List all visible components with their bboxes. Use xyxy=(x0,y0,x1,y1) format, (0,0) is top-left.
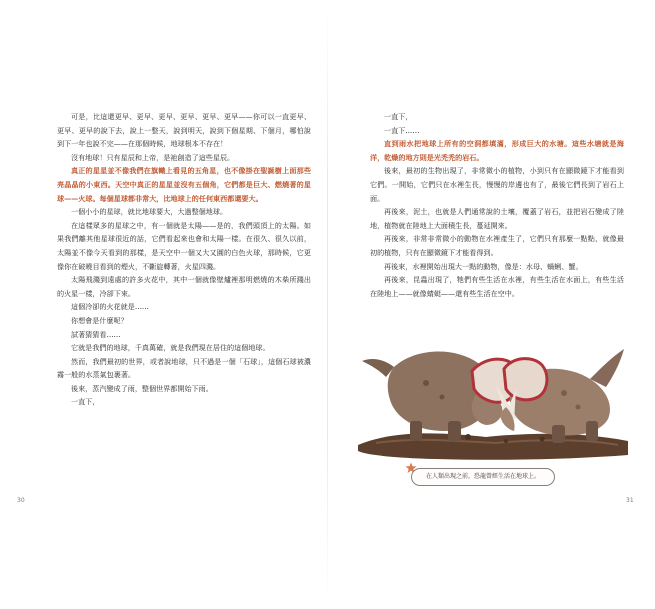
right-paragraph: 再後來，水裡開始出現大一點的動物，像是：水母、蝸蜊、蟹。 xyxy=(384,261,583,271)
left-paragraph: 在這樣眾多的星球之中，有一個就是太陽——是的，我們頭頂上的太陽。如果我們離其他星球很近的話，它們看起來也會和太陽一樣。在很久、很久以前，太陽並不像今天看到的那樣，是天空中一個又大又圓的白色火球，那時候，它更像你在破曉目看到的煙火，不斷旋轉著，火星四濺。 xyxy=(57,220,311,271)
left-paragraph: 可是，比這還更早、更早、更早、更早、更早、更早——你可以一直更早、更早、更早的說下去，說上一整天，說到明天，說到下個星期、下個月，哪怕說到下一年也說不完——在那個時候，地球根本不存在！ xyxy=(57,112,311,149)
gutter-divider xyxy=(327,0,328,609)
left-paragraph: 太陽飛濺到遠處的許多火花中，其中一個就像壁爐裡那明燃燒的木柴所濺出的火星一樣，冷卻下來。 xyxy=(57,275,311,298)
right-highlight-paragraph: 直到雨水把地球上所有的空洞都填滿，形成巨大的水塘。這些水塘就是海洋，乾燥的地方則是光禿禿的岩石。 xyxy=(370,139,624,162)
page-number-right: 31 xyxy=(626,497,634,504)
left-page-body xyxy=(57,110,311,409)
left-paragraph: 後來，蒸汽變成了雨，整個世界都開始下雨。 xyxy=(71,383,213,393)
right-paragraph: 再後來，非常非常微小的動物在水裡產生了，它們只有那麼一點點，就像最初的植物，只有在顯微鏡下才能看得到。 xyxy=(370,234,624,257)
left-paragraph: 試著猜猜看…… xyxy=(71,329,121,339)
left-paragraph: 一直下， xyxy=(71,397,100,407)
left-paragraph: 它就是我們的地球，千真萬確，就是我們現在居住的這個地球。 xyxy=(71,343,270,353)
left-highlight-paragraph: 真正的星星並不像我們在旗幟上看見的五角星，也不像掛在聖誕樹上面那些亮晶晶的小東西。天空中真正的星星並沒有五個角，它們都是巨大、燃燒著的星球——火球。每個星球都非常大，比地球上的任何東西都還要大。 xyxy=(57,166,311,203)
right-paragraph: 再後來，昆蟲出現了，牠們有些生活在水裡，有些生活在水面上，有些生活在陸地上——就像蜻蜓——還有些生活在空中。 xyxy=(370,275,624,298)
left-paragraph: 這個冷卻的火花就是…… xyxy=(71,302,150,312)
left-paragraph: 一個小小的星球，就比地球要大，大過整個地球。 xyxy=(71,207,228,217)
right-paragraph: 一直下， xyxy=(384,112,413,121)
page-number-left: 30 xyxy=(17,497,25,504)
right-page-body xyxy=(370,110,624,300)
right-paragraph: 後來，最初的生物出現了，非常微小的植物，小到只有在顯微鏡下才能看到它們。一開始，它們只在水裡生長，慢慢的岸邊也有了，最後它們長到了岩石上面。 xyxy=(370,166,624,203)
image-caption-box xyxy=(411,468,555,486)
left-paragraph: 沒有地球！只有星辰和上帝，是祂創造了這些星辰。 xyxy=(71,152,235,162)
dinosaur-illustration xyxy=(356,333,630,461)
right-paragraph: 再後來，泥土，也就是人們通常說的土壤，覆蓋了岩石，並把岩石變成了陸地，植物就在陸地上大面積生長，蔓延開來。 xyxy=(370,207,624,230)
left-paragraph: 然而，我們最初的世界，或者說地球，只不過是一個「石球」，這個石球被濃霧一般的水蒸氣包裹著。 xyxy=(57,356,311,380)
image-caption: 在人類出現之前，恐龍曾經生活在地球上。 xyxy=(426,473,541,480)
left-paragraph: 你想會是什麼呢？ xyxy=(71,315,128,325)
right-paragraph: 一直下…… xyxy=(384,125,420,135)
